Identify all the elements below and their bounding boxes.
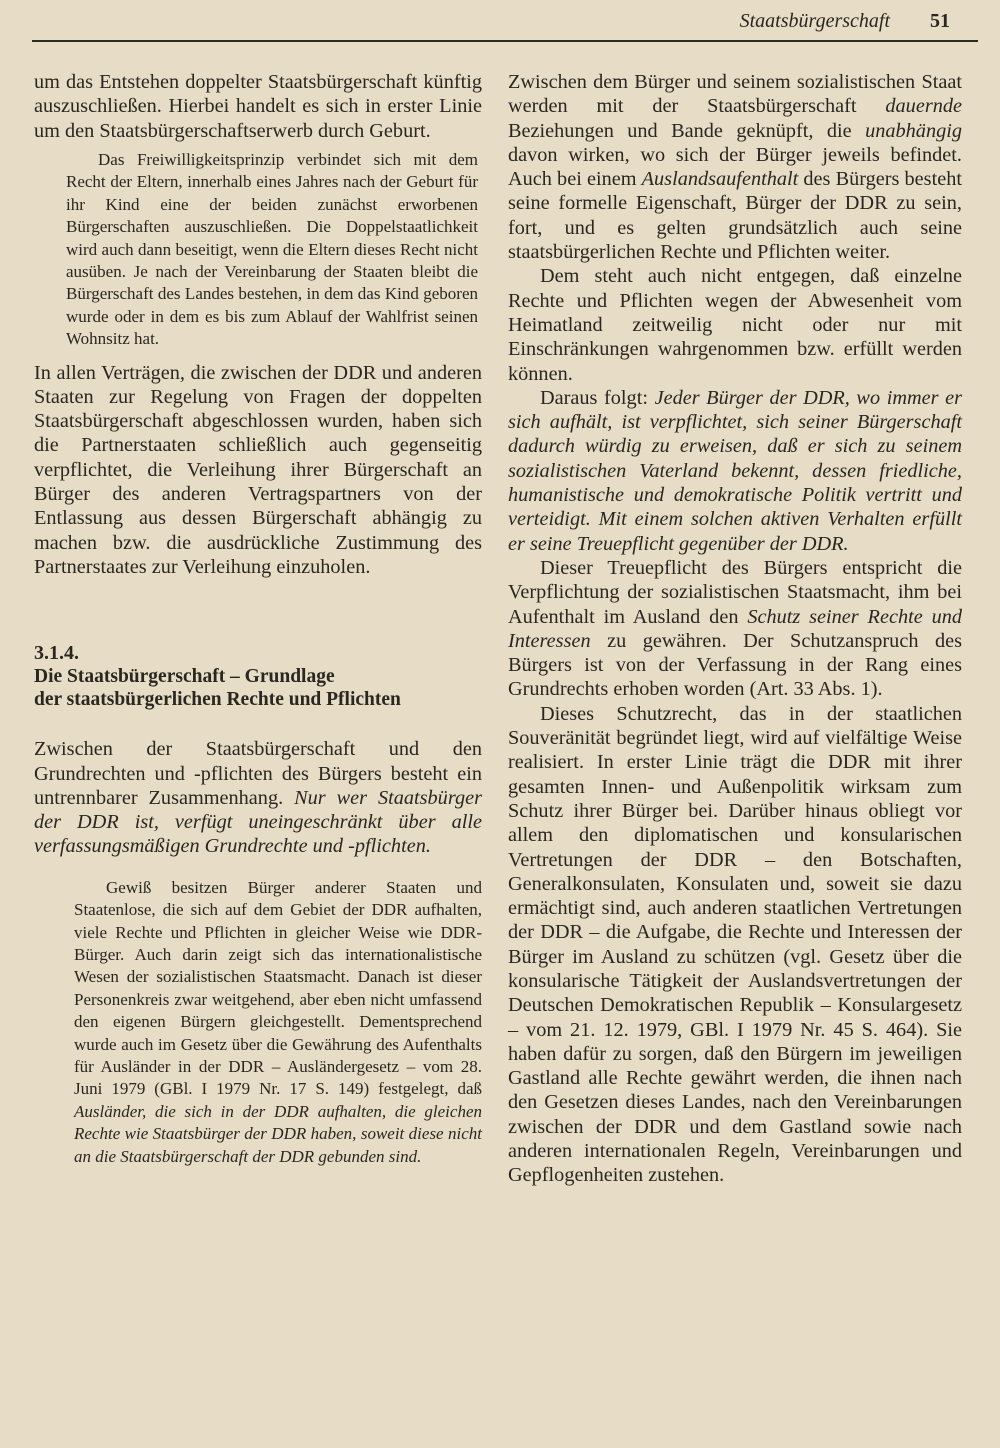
section-title-line-1: Die Staatsbürgerschaft – Grundlage bbox=[34, 666, 335, 688]
paragraph-text: Beziehungen und Bande geknüpft, die bbox=[508, 119, 866, 142]
running-title: Staatsbürgerschaft bbox=[739, 10, 890, 32]
emphasis-text: Jeder Bürger der DDR, wo immer er sich aufhält, ist verpflichtet, sich seiner Bürgerschaft dadurch würdig zu erweisen, daß er sich zu seinem sozialistischen Vaterland bekennt, dessen friedliche, humanistische und demokratische Politik vertritt und verteidigt. Mit einem solchen aktiven Verhalten erfüllt er seine Treuepflicht gegenüber der DDR. bbox=[508, 386, 962, 555]
paragraph: Dem steht auch nicht entgegen, daß einzelne Rechte und Pflichten wegen der Abwesenheit vom Heimatland zeitweilig nicht oder nur mit Einschränkungen wahrgenommen bzw. erfüllt werden können. bbox=[508, 265, 962, 385]
emphasis-text: Auslandsaufenthalt bbox=[641, 168, 799, 191]
paragraph-text: zu gewähren. Der Schutzanspruch des Bürgers ist von der Verfassung in der Rang eines Grundrechts erhoben worden (Art. 33 Abs. 1). bbox=[508, 629, 962, 701]
paragraph-text: davon wirken, wo sich der Bürger jeweils befindet. Auch bei einem bbox=[508, 143, 962, 191]
paragraph-text: Daraus folgt: bbox=[540, 386, 655, 409]
paragraph-text: des Bürgers besteht seine formelle Eigenschaft, Bürger der DDR zu sein, fort, und es gelten grundsätzlich auch seine staatsbürgerlichen Rechte und Pflichten weiter. bbox=[508, 168, 962, 264]
page-number: 51 bbox=[930, 10, 950, 32]
paragraph: In allen Verträgen, die zwischen der DDR und anderen Staaten zur Regelung von Fragen der doppelten Staatsbürgerschaft abgeschlossen wurden, haben sich die Partnerstaaten schließlich auch gegenseitig verpflichtet, die Verleihung ihrer Bürgerschaft an Bürger des anderen Vertragspartners von der Entlassung aus dessen Bürgerschaft abhängig zu machen bzw. die ausdrückliche Zustimmung des Partnerstaates zur Verleihung einzuholen. bbox=[34, 361, 482, 578]
paragraph: um das Entstehen doppelter Staatsbürgerschaft künftig auszuschließen. Hierbei handelt es sich in erster Linie um den Staatsbürgerschaftserwerb durch Geburt. bbox=[34, 71, 482, 142]
emphasis-text: Ausländer, die sich in der DDR aufhalten, die gleichen Rechte wie Staatsbürger der DDR haben, soweit diese nicht an die Staatsbürgerschaft der DDR gebunden sind. bbox=[74, 1101, 482, 1166]
header-rule bbox=[32, 40, 978, 42]
left-column bbox=[34, 70, 482, 1168]
section-number: 3.1.4. bbox=[34, 642, 79, 665]
small-print-paragraph: Das Freiwilligkeitsprinzip verbindet sich mit dem Recht der Eltern, innerhalb eines Jahres nach der Geburt für ihr Kind eine der beiden zunächst erworbenen Bürgerschaften auszuschließen. Die Doppelstaatlichkeit wird auch dann beseitigt, wenn die Eltern dieses Recht nicht ausüben. Je nach der Vereinbarung der Staaten bleibt die Bürgerschaft des Landes bestehen, in dem das Kind geboren wurde oder in dem es bis zum Ablauf der Wahlfrist seinen Wohnsitz hat. bbox=[66, 149, 478, 349]
paragraph-text: Gewiß besitzen Bürger anderer Staaten und Staatenlose, die sich auf dem Gebiet der DDR aufhalten, viele Rechte und Pflichten in gleicher Weise wie DDR-Bürger. Auch darin zeigt sich das internationalistische Wesen der sozialistischen Staatsmacht. Danach ist dieser Personenkreis zwar weitgehend, aber eben nicht umfassend den eigenen Bürgern gleichgestellt. Dementsprechend wurde auch im Gesetz über die Gewährung des Aufenthalts für Ausländer in der DDR – Ausländergesetz – vom 28. Juni 1979 (GBl. I 1979 Nr. 17 S. 149) festgelegt, daß bbox=[74, 877, 482, 1099]
paragraph: Dieses Schutzrecht, das in der staatlichen Souveränität begründet liegt, wird auf vielfältige Weise realisiert. In erster Linie trägt die DDR mit ihrer gesamten Innen- und Außenpolitik wirksam zum Schutz ihrer Bürger bei. Darüber hinaus obliegt vor allem den diplomatischen und konsularischen Vertretungen der DDR – den Botschaften, Generalkonsulaten, Konsulaten und, soweit sie dazu ermächtigt sind, auch anderen staatlichen Vertretungen der DDR – die Aufgabe, die Rechte und Interessen der Bürger im Ausland zu schützen (vgl. Gesetz über die konsularische Tätigkeit der Auslandsvertretungen der Deutschen Demokratischen Republik – Konsulargesetz – vom 21. 12. 1979, GBl. I 1979 Nr. 45 S. 464). Sie haben dafür zu sorgen, daß den Bürgern im jeweiligen Gastland alle Rechte gewährt werden, die ihnen nach den Gesetzen dieses Landes, nach den Vereinbarungen zwischen der DDR und dem Gastland sowie nach anderen internationalen Regeln, Vereinbarungen und Gepflogenheiten zustehen. bbox=[508, 702, 962, 1187]
paragraph bbox=[508, 70, 962, 264]
paragraph bbox=[508, 556, 962, 702]
right-column bbox=[508, 70, 962, 1188]
emphasis-text: Schutz seiner Rechte und Interessen bbox=[508, 605, 962, 652]
paragraph bbox=[508, 386, 962, 556]
paragraph bbox=[34, 737, 482, 858]
paragraph-text: Zwischen der Staatsbürgerschaft und den Grundrechten und -pflichten des Bürgers besteht ein untrennbarer Zusammenhang. bbox=[34, 738, 482, 809]
running-header bbox=[700, 8, 960, 38]
emphasis-text: dauernde bbox=[885, 95, 962, 118]
emphasis-text: unabhängig bbox=[865, 119, 962, 142]
paragraph-text: Dieser Treuepflicht des Bürgers entspricht die Verpflichtung der sozialistischen Staatsmacht, ihm bei Aufenthalt im Ausland den bbox=[508, 556, 962, 628]
small-print-paragraph bbox=[74, 877, 482, 1168]
emphasis-text: Nur wer Staatsbürger der DDR ist, verfügt uneingeschränkt über alle verfassungsmäßigen Grundrechte und -pflichten. bbox=[34, 786, 482, 858]
paragraph-text: Zwischen dem Bürger und seinem sozialistischen Staat werden mit der Staatsbürgerschaft bbox=[508, 71, 962, 118]
section-title-line-2: der staatsbürgerlichen Rechte und Pflichten bbox=[34, 689, 401, 711]
